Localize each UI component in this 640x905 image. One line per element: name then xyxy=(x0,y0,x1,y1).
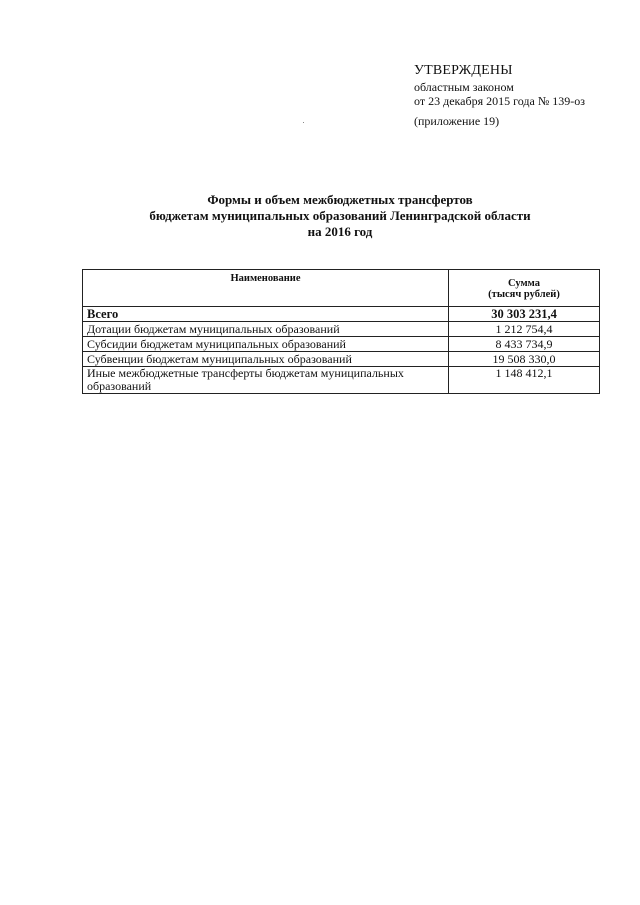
approval-heading: УТВЕРЖДЕНЫ xyxy=(414,63,513,78)
table-row xyxy=(83,367,600,394)
approval-date-line: от 23 декабря 2015 года № 139-оз xyxy=(414,94,586,108)
table-row xyxy=(83,337,600,352)
approval-law-line: областным законом xyxy=(414,80,514,94)
document-title xyxy=(80,192,600,240)
row-value: 1 148 412,1 xyxy=(449,367,600,394)
approval-appendix-line: (приложение 19) xyxy=(414,114,500,128)
table-row-total xyxy=(83,307,600,322)
header-sum-unit: (тысяч рублей) xyxy=(488,289,560,300)
row-value: 1 212 754,4 xyxy=(449,322,600,337)
total-label: Всего xyxy=(83,307,449,322)
title-line-3: на 2016 год xyxy=(307,224,373,239)
row-value: 8 433 734,9 xyxy=(449,337,600,352)
header-name: Наименование xyxy=(83,270,449,307)
approval-stamp xyxy=(414,62,585,128)
transfers-table xyxy=(82,269,600,394)
row-label: Субвенции бюджетам муниципальных образований xyxy=(83,352,449,367)
row-value: 19 508 330,0 xyxy=(449,352,600,367)
total-value: 30 303 231,4 xyxy=(449,307,600,322)
table-row xyxy=(83,352,600,367)
row-label: Иные межбюджетные трансферты бюджетам муниципальных образований xyxy=(83,367,449,394)
title-line-1: Формы и объем межбюджетных трансфертов xyxy=(207,192,473,207)
scan-speck xyxy=(303,122,304,123)
table-row xyxy=(83,322,600,337)
title-line-2: бюджетам муниципальных образований Ленинградской области xyxy=(149,208,531,223)
row-label: Дотации бюджетам муниципальных образований xyxy=(83,322,449,337)
table-header-row xyxy=(83,270,600,307)
header-sum-label: Сумма xyxy=(508,278,540,289)
header-sum xyxy=(449,270,600,307)
row-label: Субсидии бюджетам муниципальных образований xyxy=(83,337,449,352)
